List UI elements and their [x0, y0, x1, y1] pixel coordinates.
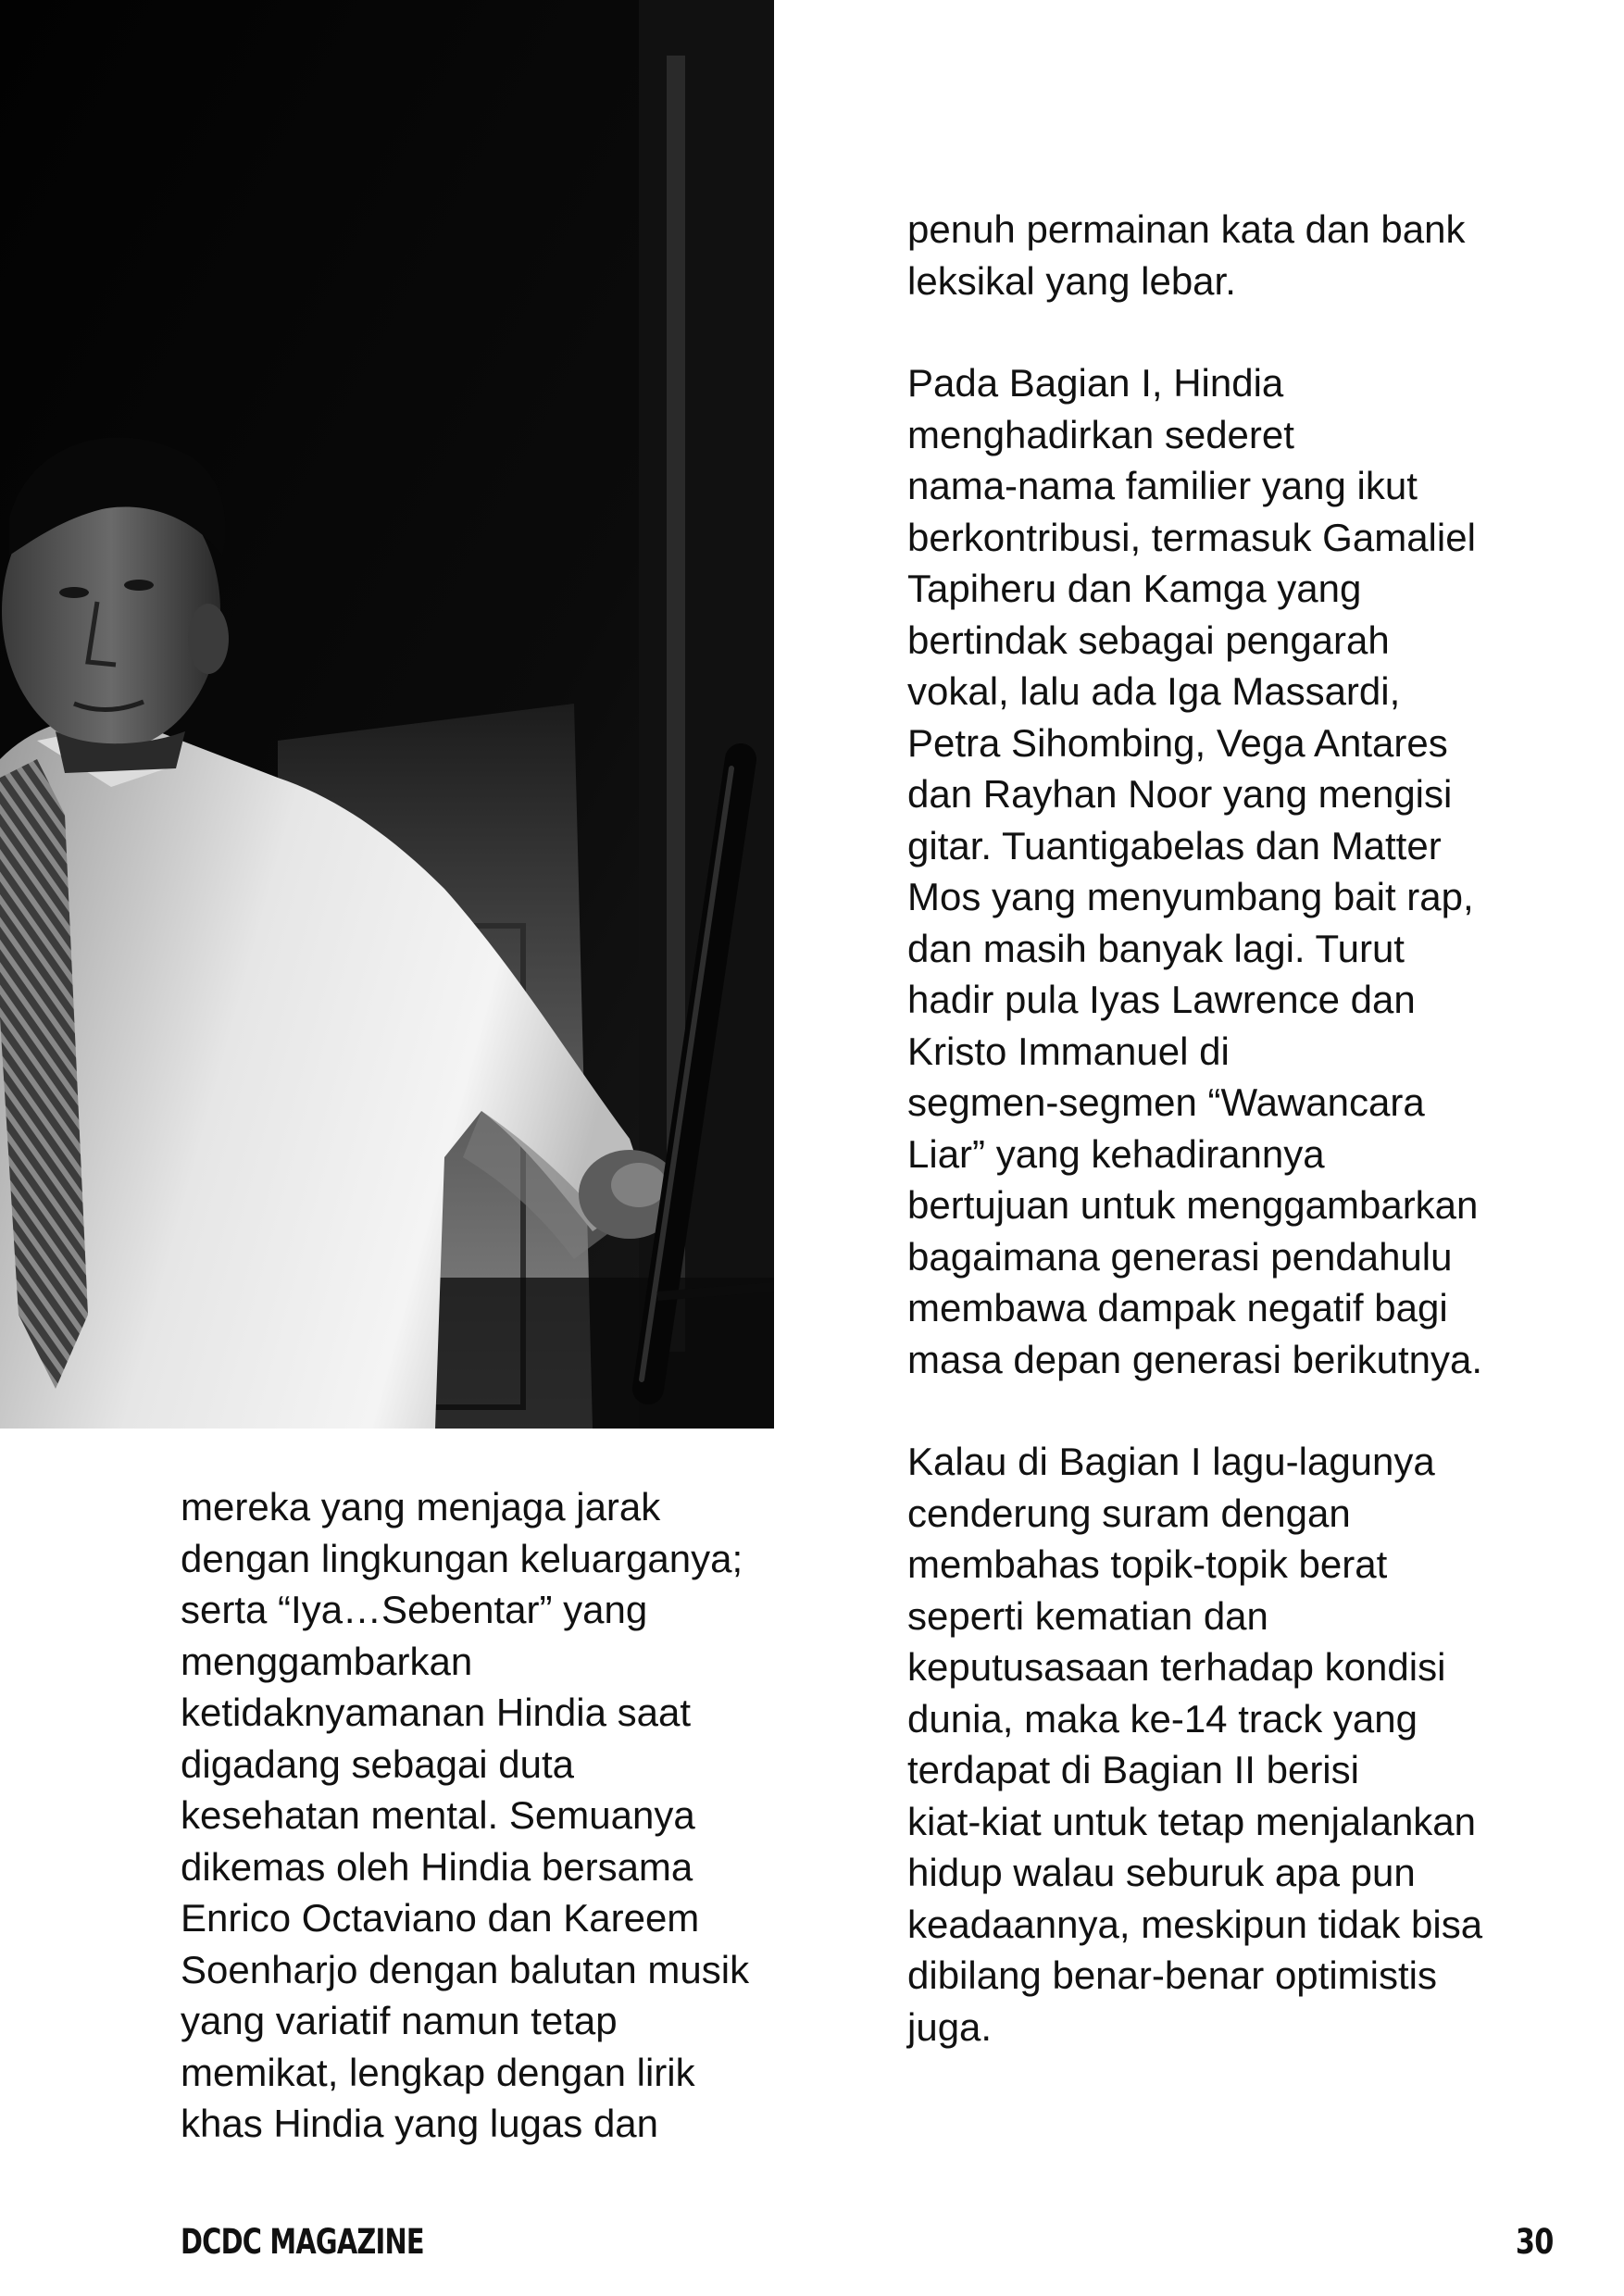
article-paragraph: Pada Bagian I, Hindia menghadirkan sederet nama-nama familier yang ikut berkontribusi, termasuk Gamaliel Tapiheru dan Kamga yang bertindak sebagai pengarah vokal, lalu ada Iga Massardi, Petra Sihombing, Vega Antares dan Rayhan Noor yang mengisi gitar. Tuantigabelas dan Matter Mos yang menyumbang bait rap, dan masih banyak lagi. Turut hadir pula Iyas Lawrence dan Kristo Immanuel di segmen-segmen “Wawancara Liar” yang kehadirannya bertujuan untuk menggambarkan bagaimana generasi pendahulu membawa dampak negatif bagi masa depan generasi berikutnya. — [907, 361, 1483, 1381]
article-paragraph: penuh permainan kata dan bank leksikal yang lebar. — [907, 207, 1466, 303]
article-paragraph: Kalau di Bagian I lagu-lagunya cenderung suram dengan membahas topik-topik berat seperti kematian dan keputusasaan terhadap kondisi dunia, maka ke-14 track yang terdapat di Bagian II berisi kiat-kiat untuk tetap menjalankan hidup walau seburuk apa pun keadaannya, meskipun tidak bisa dibilang benar-benar optimistis juga. — [907, 1440, 1483, 2049]
page-footer — [181, 2222, 1553, 2268]
portrait-photo-graphic — [0, 0, 774, 1429]
article-paragraph: mereka yang menjaga jarak dengan lingkungan keluarganya; serta “Iya…Sebentar” yang menggambarkan ketidaknyamanan Hindia saat digadang sebagai duta kesehatan mental. Semuanya dikemas oleh Hindia bersama Enrico Octaviano dan Kareem Soenharjo dengan balutan musik yang variatif namun tetap memikat, lengkap dengan lirik khas Hindia yang lugas dan — [181, 1485, 750, 2145]
portrait-photo — [0, 0, 774, 1429]
article-right-column — [907, 204, 1574, 2053]
magazine-name: DCDC MAGAZINE — [181, 2222, 424, 2262]
article-left-column — [181, 1481, 829, 2150]
page-number: 30 — [1515, 2222, 1553, 2262]
